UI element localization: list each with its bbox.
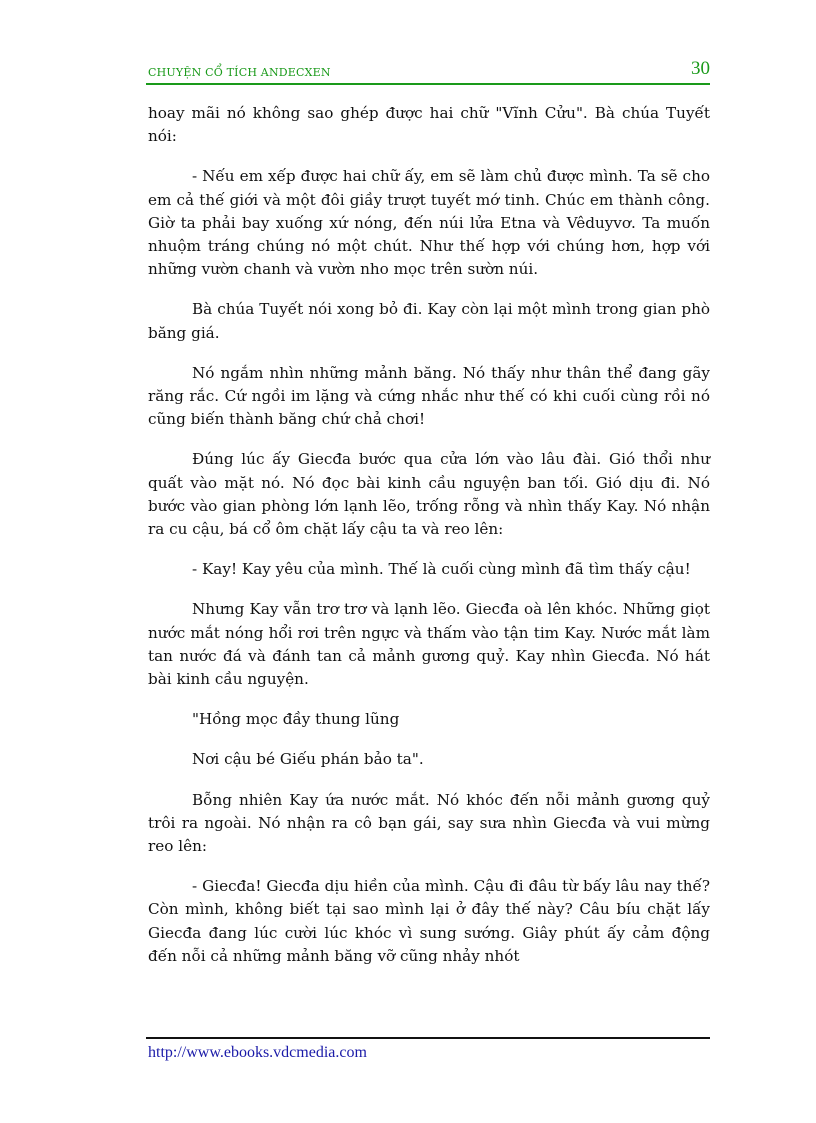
- book-title-header: CHUYỆN CỔ TÍCH ANDECXEN: [148, 66, 331, 79]
- paragraph: - Nếu em xếp được hai chữ ấy, em sẽ làm chủ được mình. Ta sẽ cho em cả thế giới và một đôi giầy trượt tuyết mớ tinh. Chúc em thành công. Giờ ta phải bay xuống xứ nóng, đến núi lửa Etna và Vêduyvơ. Ta muốn nhuộm tráng chúng nó một chút. Như thế hợp với chúng hơn, hợp với những vườn chanh và vườn nho mọc trên sườn núi.: [148, 167, 710, 279]
- footer-url-link[interactable]: http://www.ebooks.vdcmedia.com: [148, 1044, 367, 1061]
- paragraph: Nó ngắm nhìn những mảnh băng. Nó thấy như thân thể đang gãy răng rắc. Cứ ngồi im lặng và cứng nhắc như thế có khi cuối cùng rồi nó cũng biến thành băng chứ chả chơi!: [148, 363, 710, 429]
- paragraph: Bà chúa Tuyết nói xong bỏ đi. Kay còn lại một mình trong gian phò băng giá.: [148, 300, 710, 342]
- verse-line: Nơi cậu bé Giếu phán bảo ta".: [192, 750, 424, 769]
- paragraph: Nhưng Kay vẫn trơ trơ và lạnh lẽo. Giecđa oà lên khóc. Những giọt nước mắt nóng hổi rơi trên ngực và thấm vào tận tim Kay. Nước mắt làm tan nước đá và đánh tan cả mảnh gương quỷ. Kay nhìn Giecđa. Nó hát bài kinh cầu nguyện.: [148, 600, 710, 689]
- paragraph: Đúng lúc ấy Giecđa bước qua cửa lớn vào lâu đài. Gió thổi như quất vào mặt nó. Nó đọc bài kinh cầu nguyện ban tối. Gió dịu đi. Nó bước vào gian phòng lớn lạnh lẽo, trống rỗng và nhìn thấy Kay. Nó nhận ra cu cậu, bá cổ ôm chặt lấy cậu ta và reo lên:: [148, 450, 710, 539]
- paragraph: - Kay! Kay yêu của mình. Thế là cuối cùng mình đã tìm thấy cậu!: [192, 560, 691, 579]
- header-divider: [146, 83, 710, 85]
- paragraph: - Giecđa! Giecđa dịu hiền của mình. Cậu đi đâu từ bấy lâu nay thế? Còn mình, không biết tại sao mình lại ở đây thế này? Câu bíu chặt lấy Giecđa đang lúc cười lúc khóc vì sung sướng. Giây phút ấy cảm động đến nỗi cả những mảnh băng vỡ cũng nhảy nhót: [148, 877, 710, 965]
- body-text: [148, 102, 710, 985]
- verse-line: "Hồng mọc đầy thung lũng: [192, 710, 400, 729]
- page-number: 30: [691, 58, 710, 79]
- footer-divider: [146, 1037, 710, 1039]
- paragraph: Bỗng nhiên Kay ứa nước mắt. Nó khóc đến nỗi mảnh gương quỷ trôi ra ngoài. Nó nhận ra cô bạn gái, say sưa nhìn Giecđa và vui mừng reo lên:: [148, 790, 710, 856]
- paragraph: hoay mãi nó không sao ghép được hai chữ "Vĩnh Cửu". Bà chúa Tuyết nói:: [148, 104, 710, 146]
